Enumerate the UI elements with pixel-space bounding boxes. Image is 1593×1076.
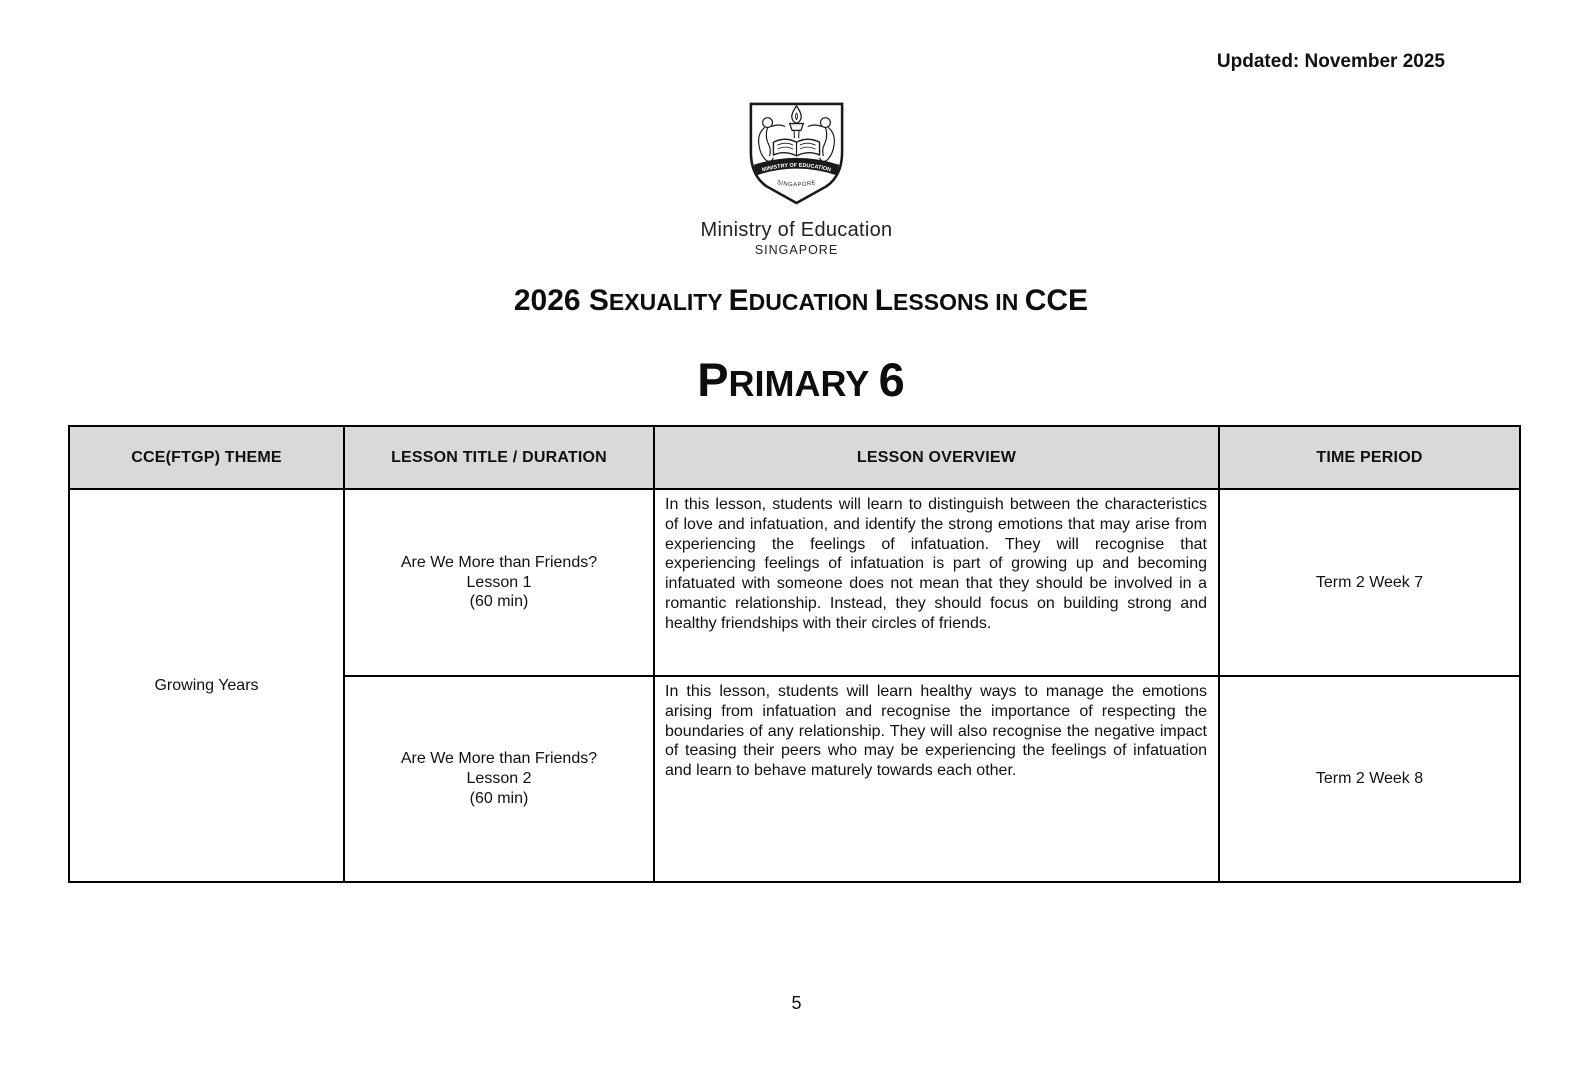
level-title-part: 6 <box>878 353 905 406</box>
document-title-part: CCE <box>1024 284 1089 317</box>
column-header-title: LESSON TITLE / DURATION <box>344 426 654 489</box>
ministry-country: SINGAPORE <box>754 243 839 257</box>
time-period-cell: Term 2 Week 7 <box>1219 489 1520 676</box>
lesson-title-line: (60 min) <box>469 789 529 807</box>
document-title <box>0 266 1593 318</box>
moe-crest-logo <box>745 96 848 208</box>
lesson-title-cell <box>344 676 654 882</box>
crest-banner-text: MINISTRY OF EDUCATION <box>761 162 832 174</box>
document-title-part: E <box>728 284 749 317</box>
lesson-title-line: Are We More than Friends? <box>400 553 598 571</box>
document-title-part: L <box>874 284 894 317</box>
lesson-title-line: Are We More than Friends? <box>400 750 598 768</box>
level-title-part: P <box>697 353 729 406</box>
time-period-cell: Term 2 Week 8 <box>1219 676 1520 882</box>
theme-cell: Growing Years <box>69 489 344 882</box>
document-title-part: 2026 S <box>513 284 609 317</box>
lesson-overview-cell: In this lesson, students will learn to distinguish between the characteristics of love and infatuation, and identify the strong emotions that may arise from experiencing the feelings of infatuation. They will recognise that experiencing feelings of infatuation is part of growing up and becoming infatuated with someone does not mean that they should be involved in a romantic relationship. Instead, they should focus on building strong and healthy friendships with their circles of friends. <box>654 489 1219 676</box>
lesson-title-line: Lesson 2 <box>466 770 532 788</box>
moe-logo-block <box>0 96 1593 257</box>
column-header-time: TIME PERIOD <box>1219 426 1520 489</box>
page-number: 5 <box>791 993 802 1013</box>
table-row <box>69 489 1520 676</box>
ministry-name: Ministry of Education <box>700 219 893 241</box>
column-header-theme: CCE(FTGP) THEME <box>69 426 344 489</box>
updated-date: Updated: November 2025 <box>1216 51 1445 72</box>
lessons-table <box>68 425 1521 883</box>
lesson-title-line: (60 min) <box>469 593 529 611</box>
column-header-overview: LESSON OVERVIEW <box>654 426 1219 489</box>
crest-singapore-text: SINGAPORE <box>776 179 817 189</box>
document-title-part: EXUALITY <box>608 289 729 315</box>
level-title-part: RIMARY <box>728 363 879 404</box>
lesson-title-line: Lesson 1 <box>466 573 532 591</box>
level-title <box>0 334 1593 407</box>
lesson-overview-cell: In this lesson, students will learn healthy ways to manage the emotions arising from infatuation and recognise the importance of respecting the boundaries of any relationship. They will also recognise the negative impact of teasing their peers who may be experiencing the feelings of infatuation and learn to behave maturely towards each other. <box>654 676 1219 882</box>
lesson-title-cell <box>344 489 654 676</box>
table-header-row <box>69 426 1520 489</box>
document-title-part: DUCATION <box>748 289 875 315</box>
document-title-part: ESSONS IN <box>893 289 1025 315</box>
